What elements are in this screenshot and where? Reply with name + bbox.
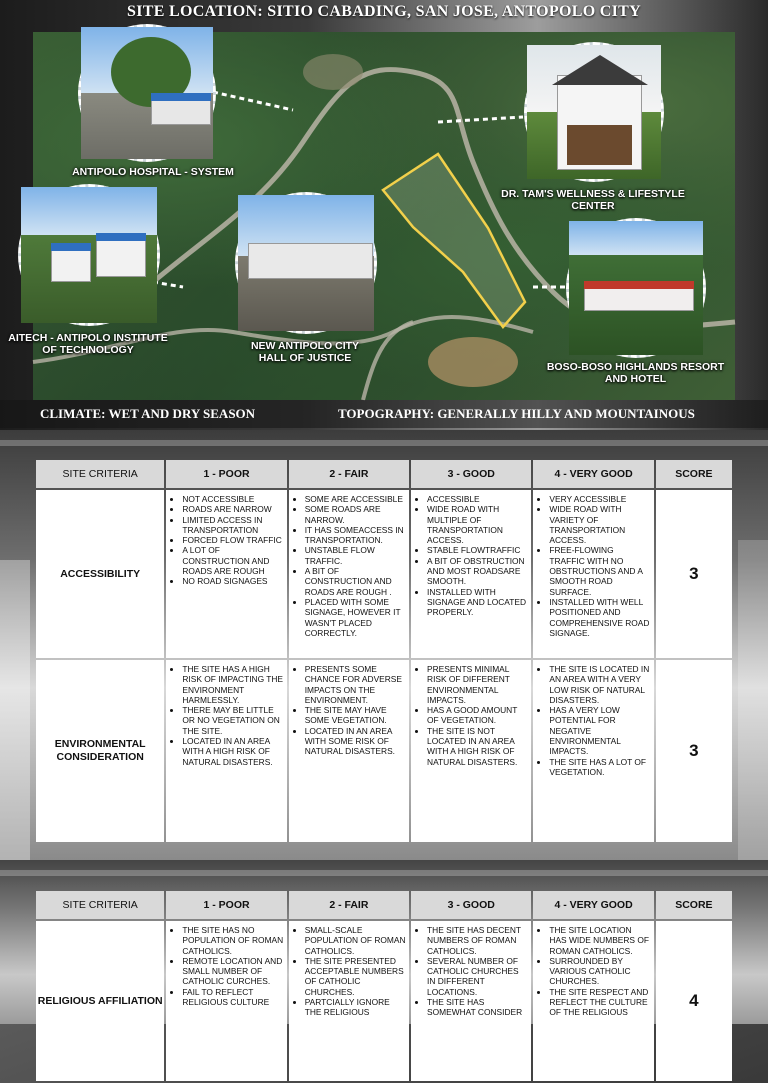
- criteria-bullet: • PRESENTS MINIMAL RISK OF DIFFERENT ENVIRONMENTAL IMPACTS.: [427, 664, 528, 705]
- poor-cell: [166, 921, 286, 1081]
- criteria-bullet: • THE SITE IS NOT LOCATED IN AN AREA WITH A HIGH RISK OF NATURAL DISASTERS.: [427, 726, 528, 767]
- wellness-center-label: DR. TAM'S WELLNESS & LIFESTYLE CENTER: [501, 188, 685, 212]
- site-map: [8, 32, 735, 400]
- criteria-bullet: • A LOT OF CONSTRUCTION AND ROADS ARE ROUGH: [182, 545, 283, 576]
- criteria-bullet: • ROADS ARE NARROW: [182, 504, 283, 514]
- site-boundary: [383, 154, 525, 327]
- fair-cell: [289, 660, 409, 842]
- table-row: [36, 921, 732, 1081]
- criteria-bullet: • LIMITED ACCESS IN TRANSPORTATION: [182, 515, 283, 536]
- criteria-bullet: • SOME ROADS ARE NARROW.: [305, 504, 406, 525]
- score-value: 4: [656, 921, 732, 1081]
- criteria-bullet: • LOCATED IN AN AREA WITH A HIGH RISK OF NATURAL DISASTERS.: [182, 736, 283, 767]
- good-cell: [411, 921, 531, 1081]
- table-row: [36, 490, 732, 658]
- criteria-label: ACCESSIBILITY: [36, 490, 164, 658]
- criteria-bullet: • THE SITE PRESENTED ACCEPTABLE NUMBERS OF CATHOLIC CHURCHES.: [305, 956, 406, 997]
- criteria-bullet: • THE SITE MAY HAVE SOME VEGETATION.: [305, 705, 406, 726]
- wellness-center-photo: [524, 42, 664, 182]
- criteria-bullet: • A BIT OF CONSTRUCTION AND ROADS ARE ROUGH .: [305, 566, 406, 597]
- hospital-photo: [78, 24, 216, 162]
- table-row: [36, 660, 732, 842]
- good-cell: [411, 660, 531, 842]
- header-fair: 2 - FAIR: [289, 460, 409, 488]
- bosoboso-resort-label: BOSO-BOSO HIGHLANDS RESORT AND HOTEL: [546, 361, 725, 385]
- very-good-cell: [533, 921, 653, 1081]
- criteria-bullet: • ACCESSIBLE: [427, 494, 528, 504]
- criteria-bullet: • HAS A GOOD AMOUNT OF VEGETATION.: [427, 705, 528, 726]
- criteria-bullet: • PRESENTS SOME CHANCE FOR ADVERSE IMPACTS ON THE ENVIRONMENT.: [305, 664, 406, 705]
- criteria-bullet: • WIDE ROAD WITH MULTIPLE OF TRANSPORTATION ACCESS.: [427, 504, 528, 545]
- score-value: 3: [656, 660, 732, 842]
- header-score: SCORE: [656, 891, 732, 919]
- hall-of-justice-label: NEW ANTIPOLO CITY HALL OF JUSTICE: [250, 340, 360, 364]
- criteria-bullet: • NOT ACCESSIBLE: [182, 494, 283, 504]
- fair-cell: [289, 490, 409, 658]
- climate-text: CLIMATE: WET AND DRY SEASON: [40, 406, 256, 421]
- criteria-bullet: • THE SITE HAS NO POPULATION OF ROMAN CATHOLICS.: [182, 925, 283, 956]
- criteria-bullet: • THE SITE RESPECT AND REFLECT THE CULTURE OF THE RELIGIOUS: [549, 987, 650, 1018]
- bosoboso-resort-photo: [566, 218, 706, 358]
- criteria-bullet: • HAS A VERY LOW POTENTIAL FOR NEGATIVE ENVIRONMENTAL IMPACTS.: [549, 705, 650, 756]
- criteria-bullet: • SEVERAL NUMBER OF CATHOLIC CHURCHES IN DIFFERENT LOCATIONS.: [427, 956, 528, 997]
- poor-cell: [166, 660, 286, 842]
- criteria-bullet: • PLACED WITH SOME SIGNAGE, HOWEVER IT WASN'T PLACED CORRECTLY.: [305, 597, 406, 638]
- criteria-bullet: • A BIT OF OBSTRUCTION AND MOST ROADSARE SMOOTH.: [427, 556, 528, 587]
- criteria-label: RELIGIOUS AFFILIATION: [36, 921, 164, 1081]
- site-info-band: [0, 400, 768, 428]
- site-location-title: SITE LOCATION: SITIO CABADING, SAN JOSE, ANTOPOLO CITY: [127, 3, 641, 20]
- aitech-label: AITECH - ANTIPOLO INSTITUTE OF TECHNOLOGY: [8, 332, 168, 356]
- criteria-bullet: • VERY ACCESSIBLE: [549, 494, 650, 504]
- header-good: 3 - GOOD: [411, 460, 531, 488]
- criteria-bullet: • IT HAS SOMEACCESS IN TRANSPORTATION.: [305, 525, 406, 546]
- criteria-bullet: • UNSTABLE FLOW TRAFFIC.: [305, 545, 406, 566]
- criteria-bullet: • SMALL-SCALE POPULATION OF ROMAN CATHOLICS.: [305, 925, 406, 956]
- criteria-bullet: • THE SITE HAS DECENT NUMBERS OF ROMAN CATHOLICS.: [427, 925, 528, 956]
- good-cell: [411, 490, 531, 658]
- criteria-bullet: • THE SITE HAS A HIGH RISK OF IMPACTING THE ENVIRONMENT HARMLESSLY.: [182, 664, 283, 705]
- criteria-table-1: [34, 458, 734, 844]
- criteria-bullet: • INSTALLED WITH WELL POSITIONED AND COMPREHENSIVE ROAD SIGNAGE.: [549, 597, 650, 638]
- poor-cell: [166, 490, 286, 658]
- header-site-criteria: SITE CRITERIA: [36, 891, 164, 919]
- fair-cell: [289, 921, 409, 1081]
- criteria-bullet: • WIDE ROAD WITH VARIETY OF TRANSPORTATION ACCESS.: [549, 504, 650, 545]
- criteria-table-2: [34, 889, 734, 1083]
- hospital-label: ANTIPOLO HOSPITAL - SYSTEM: [72, 166, 234, 178]
- header-good: 3 - GOOD: [411, 891, 531, 919]
- aitech-photo: [18, 184, 160, 326]
- table-header-row: [36, 891, 732, 919]
- very-good-cell: [533, 490, 653, 658]
- criteria-bullet: • THE SITE HAS A LOT OF VEGETATION.: [549, 757, 650, 778]
- criteria-bullet: • INSTALLED WITH SIGNAGE AND LOCATED PROPERLY.: [427, 587, 528, 618]
- criteria-bullet: • SURROUNDED BY VARIOUS CATHOLIC CHURCHES.: [549, 956, 650, 987]
- score-value: 3: [656, 490, 732, 658]
- criteria-bullet: • STABLE FLOWTRAFFIC: [427, 545, 528, 555]
- table-header-row: [36, 460, 732, 488]
- header-score: SCORE: [656, 460, 732, 488]
- header-very-good: 4 - VERY GOOD: [533, 460, 653, 488]
- header-site-criteria: SITE CRITERIA: [36, 460, 164, 488]
- criteria-bullet: • SOME ARE ACCESSIBLE: [305, 494, 406, 504]
- criteria-bullet: • FAIL TO REFLECT RELIGIOUS CULTURE: [182, 987, 283, 1008]
- header-poor: 1 - POOR: [166, 891, 286, 919]
- criteria-bullet: • LOCATED IN AN AREA WITH SOME RISK OF NATURAL DISASTERS.: [305, 726, 406, 757]
- criteria-label: ENVIRONMENTAL CONSIDERATION: [36, 660, 164, 842]
- criteria-bullet: • THE SITE LOCATION HAS WIDE NUMBERS OF ROMAN CATHOLICS.: [549, 925, 650, 956]
- criteria-bullet: • THE SITE HAS SOMEWHAT CONSIDER: [427, 997, 528, 1018]
- topography-text: TOPOGRAPHY: GENERALLY HILLY AND MOUNTAINOUS: [338, 406, 695, 421]
- criteria-bullet: • REMOTE LOCATION AND SMALL NUMBER OF CATHOLIC CURCHES.: [182, 956, 283, 987]
- criteria-bullet: • FORCED FLOW TRAFFIC: [182, 535, 283, 545]
- criteria-bullet: • THERE MAY BE LITTLE OR NO VEGETATION ON THE SITE.: [182, 705, 283, 736]
- header-very-good: 4 - VERY GOOD: [533, 891, 653, 919]
- criteria-bullet: • FREE-FLOWING TRAFFIC WITH NO OBSTRUCTIONS AND A SMOOTH ROAD SURFACE.: [549, 545, 650, 596]
- criteria-bullet: • NO ROAD SIGNAGES: [182, 576, 283, 586]
- header-fair: 2 - FAIR: [289, 891, 409, 919]
- header-poor: 1 - POOR: [166, 460, 286, 488]
- criteria-bullet: • THE SITE IS LOCATED IN AN AREA WITH A VERY LOW RISK OF NATURAL DISASTERS.: [549, 664, 650, 705]
- very-good-cell: [533, 660, 653, 842]
- hall-of-justice-photo: [235, 192, 377, 334]
- criteria-bullet: • PARTCIALLY IGNORE THE RELIGIOUS: [305, 997, 406, 1018]
